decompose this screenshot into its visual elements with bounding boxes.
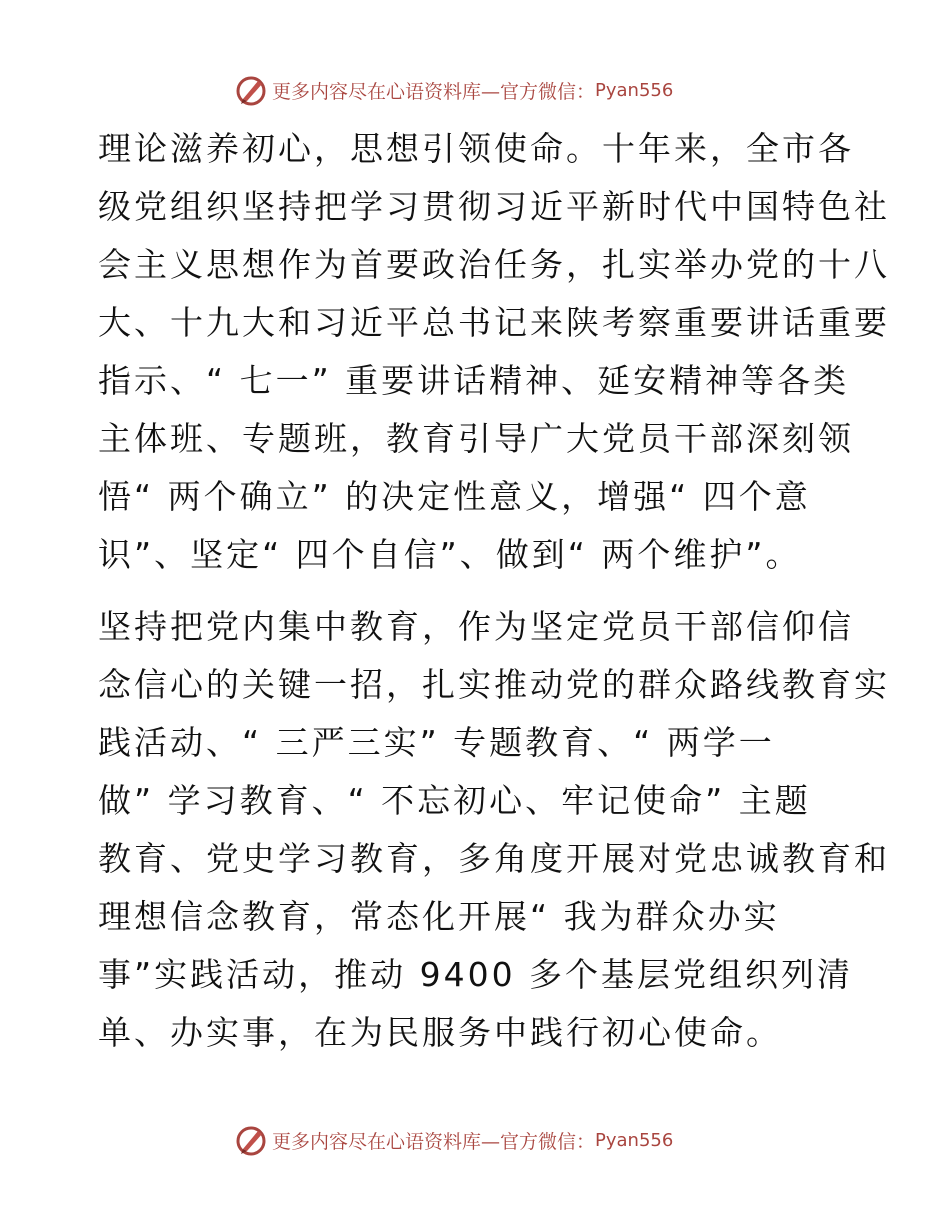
text-line: 践活动、“ 三严三实” 专题教育、“ 两学一	[98, 723, 775, 762]
text-line: 识”、坚定“ 四个自信”、做到“ 两个维护”。	[98, 535, 802, 574]
header-banner-text: 更多内容尽在心语资料库—官方微信：	[272, 80, 596, 103]
header-wechat-id: Pyan556	[595, 79, 674, 101]
paragraph-2	[98, 598, 890, 1062]
text-line: 主体班、专题班，教育引导广大党员干部深刻领	[98, 419, 854, 458]
text-line: 理想信念教育，常态化开展“ 我为群众办实	[98, 897, 780, 936]
text-line: 指示、“ 七一” 重要讲话精神、延安精神等各类	[98, 361, 850, 400]
text-line: 念信心的关键一招，扎实推动党的群众路线教育实	[98, 665, 890, 704]
pen-circle-logo-icon	[234, 1123, 268, 1157]
text-line: 单、办实事，在为民服务中践行初心使命。	[98, 1013, 782, 1052]
footer-banner	[234, 1120, 754, 1160]
footer-banner-text: 更多内容尽在心语资料库—官方微信：	[272, 1130, 596, 1153]
footer-wechat-id: Pyan556	[595, 1129, 674, 1151]
text-line: 坚持把党内集中教育，作为坚定党员干部信仰信	[98, 607, 854, 646]
header-banner	[234, 70, 754, 110]
text-line: 理论滋养初心，思想引领使命。十年来，全市各	[98, 129, 854, 168]
text-line: 教育、党史学习教育，多角度开展对党忠诚教育和	[98, 839, 890, 878]
text-line: 事”实践活动，推动 9400 多个基层党组织列清	[98, 955, 854, 994]
text-line: 会主义思想作为首要政治任务，扎实举办党的十八	[98, 245, 890, 284]
document-body	[98, 120, 890, 1062]
text-line: 悟“ 两个确立” 的决定性意义，增强“ 四个意	[98, 477, 811, 516]
text-line: 做” 学习教育、“ 不忘初心、牢记使命” 主题	[98, 781, 811, 820]
text-line: 级党组织坚持把学习贯彻习近平新时代中国特色社	[98, 187, 890, 226]
text-line: 大、十九大和习近平总书记来陕考察重要讲话重要	[98, 303, 890, 342]
pen-circle-logo-icon	[234, 73, 268, 107]
paragraph-1	[98, 120, 890, 584]
